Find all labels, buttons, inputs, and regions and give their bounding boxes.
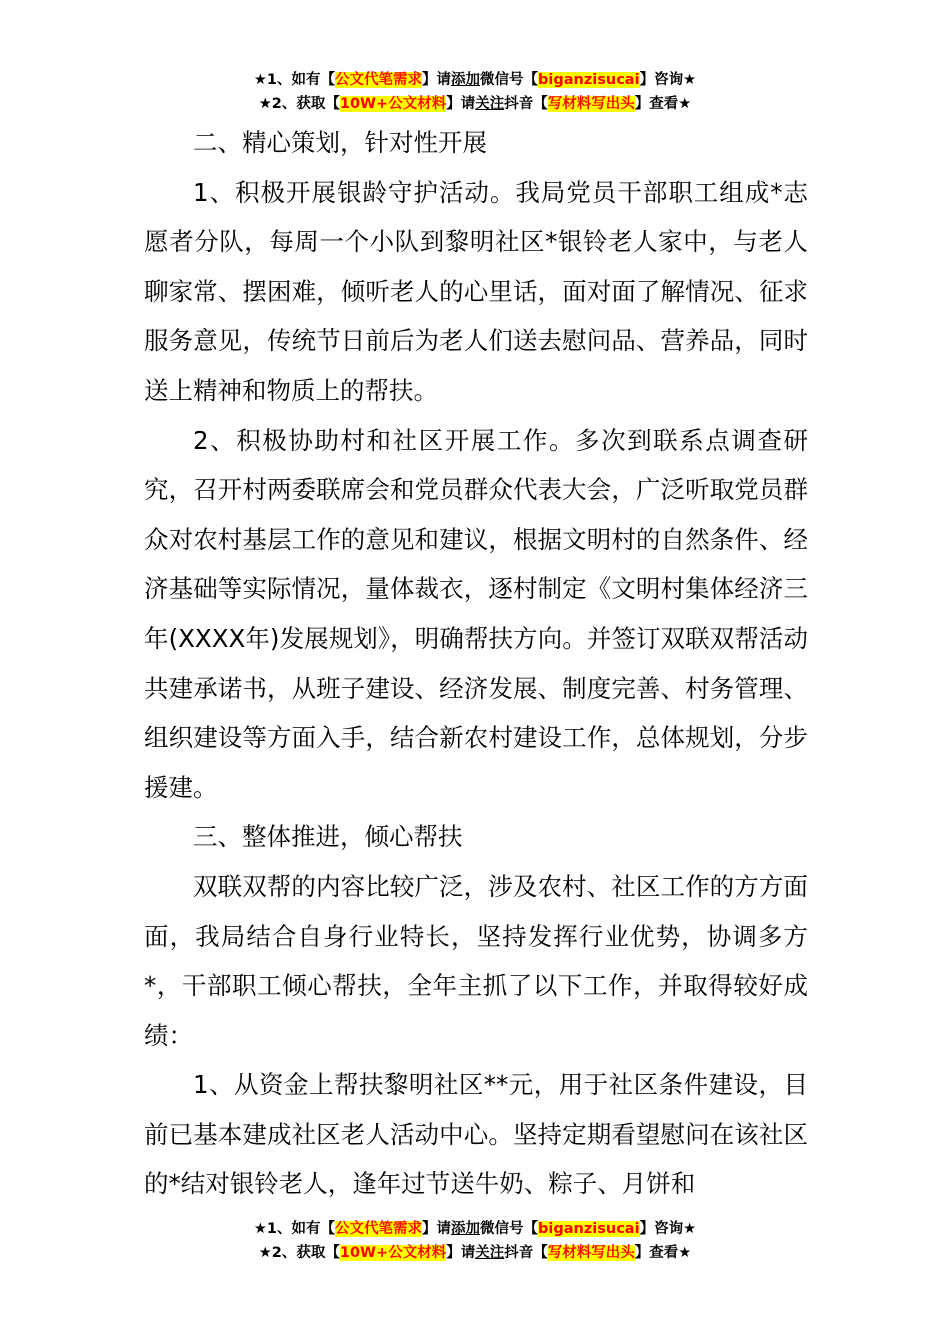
paragraph: 1、积极开展银龄守护活动。我局党员干部职工组成*志愿者分队，每周一个小队到黎明社区*银铃老人家中，与老人聊家常、摆困难，倾听老人的心里话，面对面了解情况、征求服务意见，传统节日前后为老人们送去慰问品、营养品，同时送上精神和物质上的帮扶。 [144, 177, 808, 405]
emphasis-add: 添加 [451, 72, 481, 88]
banner-line-1 [0, 68, 950, 92]
footer-banner [0, 1217, 950, 1265]
emphasis-add: 添加 [451, 1221, 481, 1237]
banner-text: 】查看 [634, 1245, 679, 1261]
star-icon: ★ [683, 1221, 697, 1237]
banner-text: 2、获取【 [271, 96, 340, 112]
section-heading: 三、整体推进，倾心帮扶 [193, 822, 463, 852]
banner-text: 微信号【 [480, 72, 539, 88]
highlight-service: 公文代笔需求 [335, 1221, 423, 1237]
highlight-douyin: 写材料写出头 [547, 96, 635, 112]
highlight-wechat-id: biganzisucai [538, 1221, 640, 1237]
section-heading: 二、精心策划，针对性开展 [193, 128, 487, 157]
banner-text: 2、获取【 [271, 1245, 340, 1261]
highlight-materials: 10W+公文材料 [339, 96, 447, 112]
banner-text: 】咨询 [639, 72, 684, 88]
banner-line-2 [0, 92, 950, 116]
banner-text: 微信号【 [480, 1221, 539, 1237]
document-body [144, 118, 808, 1209]
banner-line-1 [0, 1217, 950, 1241]
banner-text: 】请 [422, 1221, 452, 1237]
banner-text: 】请 [422, 72, 452, 88]
banner-text: 抖音【 [504, 96, 548, 112]
highlight-douyin: 写材料写出头 [547, 1245, 635, 1261]
star-icon: ★ [678, 1245, 692, 1261]
star-icon: ★ [683, 72, 697, 88]
banner-line-2 [0, 1241, 950, 1265]
header-banner [0, 68, 950, 116]
paragraph: 双联双帮的内容比较广泛，涉及农村、社区工作的方方面面，我局结合自身行业特长，坚持发挥行业优势，协调多方*，干部职工倾心帮扶，全年主抓了以下工作，并取得较好成绩： [144, 871, 808, 1050]
star-icon: ★ [678, 96, 692, 112]
star-icon: ★ [258, 96, 272, 112]
star-icon: ★ [253, 1221, 267, 1237]
emphasis-follow: 关注 [475, 96, 505, 112]
highlight-materials: 10W+公文材料 [339, 1245, 447, 1261]
banner-text: 】请 [446, 1245, 476, 1261]
banner-text: 1、如有【 [266, 72, 336, 88]
star-icon: ★ [258, 1245, 272, 1261]
star-icon: ★ [253, 72, 267, 88]
banner-text: 】咨询 [639, 1221, 684, 1237]
banner-text: 】请 [446, 96, 476, 112]
banner-text: 】查看 [634, 96, 679, 112]
paragraph: 1、从资金上帮扶黎明社区**元，用于社区条件建设，目前已基本建成社区老人活动中心。坚持定期看望慰问在该社区的*结对银铃老人，逢年过节送牛奶、粽子、月饼和 [144, 1070, 808, 1199]
emphasis-follow: 关注 [475, 1245, 505, 1261]
highlight-wechat-id: biganzisucai [538, 72, 640, 88]
paragraph: 2、积极协助村和社区开展工作。多次到联系点调查研究，召开村两委联席会和党员群众代表大会，广泛听取党员群众对农村基层工作的意见和建议，根据文明村的自然条件、经济基础等实际情况，量体裁衣，逐村制定《文明村集体经济三年(XXXX年)发展规划》，明确帮扶方向。并签订双联双帮活动共建承诺书，从班子建设、经济发展、制度完善、村务管理、组织建设等方面入手，结合新农村建设工作，总体规划，分步援建。 [144, 425, 808, 802]
banner-text: 抖音【 [504, 1245, 548, 1261]
banner-text: 1、如有【 [266, 1221, 336, 1237]
highlight-service: 公文代笔需求 [335, 72, 423, 88]
